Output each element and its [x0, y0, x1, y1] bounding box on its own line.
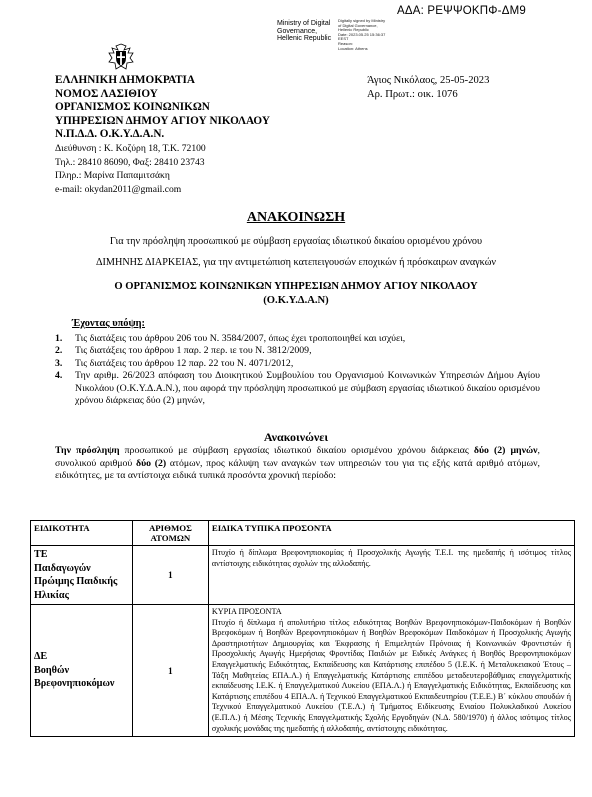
item-text: Τις διατάξεις του άρθρου 1 παρ. 2 περ. ιε του Ν. 3812/2009,	[75, 345, 312, 357]
digital-signature-details	[338, 19, 385, 51]
item-number: 4.	[55, 370, 63, 382]
protocol-line: Αρ. Πρωτ.: οικ. 1076	[367, 89, 458, 100]
specialty-line: Ηλικίας	[34, 589, 69, 601]
organization-line: Ο ΟΡΓΑΝΙΣΜΟΣ ΚΟΙΝΩΝΙΚΩΝ ΥΠΗΡΕΣΙΩΝ ΔΗΜΟΥ ΑΓΙΟΥ ΝΙΚΟΛΑΟΥ	[114, 281, 478, 292]
signature-detail: Date: 2023.05.25 15:36:37	[338, 31, 386, 37]
item-text: Τις διατάξεις του άρθρου 206 του Ν. 3584/2007, όπως έχει τροποποιηθεί και ισχύει,	[75, 333, 406, 344]
date-line: Άγιος Νικόλαος, 25-05-2023	[367, 75, 490, 86]
specialty-line: Βρεφονηπιοκόμων	[34, 678, 115, 690]
digital-signature-issuer	[277, 20, 331, 43]
requirements-cell	[208, 605, 574, 737]
item-number: 1.	[55, 333, 63, 344]
specialty-line: Πρώιμης Παιδικής	[34, 576, 118, 587]
considering-heading: Έχοντας υπόψη:	[72, 318, 145, 329]
signature-detail: Digitally signed by Ministry	[338, 18, 386, 23]
signature-detail: Location: Athens	[338, 45, 368, 51]
signature-line: Governance,	[277, 27, 318, 35]
para-bold: δύο (2) μηνών	[473, 445, 538, 456]
specialty-cell	[31, 605, 133, 737]
info-line: Πληρ.: Μαρίνα Παπαμιτσάκη	[55, 170, 170, 181]
ada-code: ΑΔΑ: ΡΕΨΨΟΚΠΦ-ΔΜ9	[397, 5, 526, 17]
signature-detail: EEST	[338, 36, 349, 42]
subtitle-line: Για την πρόσληψη προσωπικού με σύμβαση εργασίας ιδιωτικού δικαίου ορισμένου χρόνου	[109, 236, 483, 247]
count-cell: 1	[132, 546, 208, 605]
para-bold: Την πρόσληψη	[55, 445, 120, 456]
list-item	[55, 345, 540, 357]
signature-line: Hellenic Republic	[277, 35, 332, 42]
phone-line: Τηλ.: 28410 86090, Φαξ: 28410 23743	[55, 156, 205, 168]
table-row	[31, 605, 575, 737]
signature-detail: Hellenic Republic	[338, 27, 369, 33]
organization-abbrev: (Ο.Κ.Υ.Δ.Α.Ν)	[263, 295, 329, 306]
signature-detail: Reason:	[338, 40, 353, 46]
specialty-cell	[31, 546, 133, 605]
specialty-line: Παιδαγωγών	[34, 562, 91, 574]
announcement-paragraph	[55, 445, 540, 483]
specialty-code: ΤΕ	[34, 549, 48, 560]
header-line: ΥΠΗΡΕΣΙΩΝ ΔΗΜΟΥ ΑΓΙΟΥ ΝΙΚΟΛΑΟΥ	[55, 114, 270, 127]
subtitle-line: ΔΙΜΗΝΗΣ ΔΙΑΡΚΕΙΑΣ, για την αντιμετώπιση κατεπειγουσών εποχικών ή πρόσκαιρων αναγκών	[95, 257, 497, 268]
greek-coat-of-arms-icon	[106, 42, 136, 72]
email-line: e-mail: okydan2011@gmail.com	[55, 183, 182, 195]
header-line: ΕΛΛΗΝΙΚΗ ΔΗΜΟΚΡΑΤΙΑ	[55, 74, 195, 86]
column-header-requirements: ΕΙΔΙΚΑ ΤΥΠΙΚΑ ΠΡΟΣΟΝΤΑ	[208, 521, 574, 546]
item-text: Την αριθμ. 26/2023 απόφαση του Διοικητικού Συμβουλίου του Οργανισμού Κοινωνικών Υπηρεσιών Δήμου Αγίου Νικολάου (Ο.Κ.Υ.Δ.Α.Ν.), που αφορά την πρόσληψη προσωπικού με σύμβαση εργασίας ιδιωτικού δικαίου ορισμένου χρόνου διάρκειας δύο (2) μηνών,	[75, 370, 540, 407]
document-title: ΑΝΑΚΟΙΝΩΣΗ	[246, 210, 346, 225]
date-protocol-block	[367, 74, 489, 102]
specialty-code: ΔΕ	[34, 651, 48, 663]
column-header-count: ΑΡΙΘΜΟΣ ΑΤΟΜΩΝ	[132, 521, 208, 546]
header-line: ΝΟΜΟΣ ΛΑΣΙΘΙΟΥ	[55, 87, 158, 100]
header-line: Ν.Π.Δ.Δ. Ο.Κ.Υ.Δ.Α.Ν.	[55, 128, 165, 140]
para-text: , συνολικού αριθμού	[55, 445, 540, 469]
contact-block	[55, 142, 206, 196]
list-item	[55, 333, 540, 345]
issuer-header	[55, 74, 270, 142]
para-bold: δύο (2)	[135, 457, 167, 469]
requirements-cell: Πτυχίο ή δίπλωμα Βρεφονηπιοκομίας ή Προσχολικής Αγωγής Τ.Ε.Ι. της ημεδαπής ή ισότιμος τίτλος αντίστοιχης ειδικότητας σχολών της αλλοδαπής.	[208, 546, 574, 605]
announces-heading: Ανακοινώνει	[263, 430, 329, 444]
positions-table	[30, 520, 575, 737]
header-line: ΟΡΓΑΝΙΣΜΟΣ ΚΟΙΝΩΝΙΚΩΝ	[55, 101, 210, 113]
table-header-row	[31, 521, 575, 546]
table-row	[31, 546, 575, 605]
address-line: Διεύθυνση : Κ. Κοζύρη 18, Τ.Κ. 72100	[55, 143, 206, 154]
considerations-list	[55, 333, 540, 407]
count-cell: 1	[132, 605, 208, 737]
item-text: Τις διατάξεις του άρθρου 12 παρ. 22 του Ν. 4071/2012,	[75, 357, 294, 369]
item-number: 2.	[55, 345, 63, 357]
list-item	[55, 358, 540, 370]
item-number: 3.	[55, 357, 63, 369]
specialty-line: Βοηθών	[34, 664, 69, 676]
signature-detail: of Digital Governance,	[338, 22, 378, 28]
requirements-heading: ΚΥΡΙΑ ΠΡΟΣΟΝΤΑ	[211, 607, 282, 616]
signature-line: Ministry of Digital	[277, 20, 331, 27]
column-header-specialty: ΕΙΔΙΚΟΤΗΤΑ	[31, 521, 133, 546]
list-item	[55, 370, 540, 407]
requirements-text: Πτυχίο ή δίπλωμα ή απολυτήριο τίτλος ειδικότητας Βοηθών Βρεφονηπιοκόμων-Παιδοκόμων ή Βοηθών Βρεφοκόμων ή Βοηθών Βρεφονηπιοκόμων ή Βοηθών Βρεφοκόμων Παιδοκόμων ή Προσχολικής Αγωγής Δραστηριοτήτων Δημιουργίας και Έκφρασης ή Επιμελητών Πρόνοιας ή Κοινωνικών Φροντιστών ή Προσχολικής Αγωγής Ημερήσιας Φροντίδας Παιδιών με Ειδικές Ανάγκες ή Βοηθός Βρεφονηπιοκόμων Επαγγελματικής Ειδικότητας, Εκπαίδευσης και Κατάρτισης επιπέδου 5 (Ι.Ε.Κ. ή Μεταλυκειακού Έτους – Τάξη Μαθητείας ΕΠΑ.Λ.) ή Επαγγελματικής Κατάρτισης επιπέδου μεταδευτεροβάθμιας επαγγελματικής εκπαίδευσης Ι.Ε.Κ. ή Επαγγελματικού Λυκείου (ΕΠΑ.Λ.) ή Επαγγελματικής Ειδικότητας, Εκπαίδευσης και Κατάρτισης επιπέδου 4 ΕΠΑ.Λ. ή Τεχνικού Επαγγελματικού Εκπαιδευτηρίου (Τ.Ε.Ε.) Β΄ κύκλου σπουδών ή Τεχνικού Επαγγελματικού Λυκείου (Τ.Ε.Λ.) ή Τμήματος Ειδίκευσης Ενιαίου Πολυκλαδικού Λυκείου (Ε.Π.Λ.) ή Μέσης Τεχνικής Επαγγελματικής Σχολής Εργοδηγών (Ν.Δ. 580/1970) ή άλλος ισότιμος τίτλος σχολικής μονάδας της ημεδαπής ή αλλοδαπής, αντίστοιχης ειδικότητας.	[211, 617, 571, 733]
para-text: προσωπικού με σύμβαση εργασίας ιδιωτικού δικαίου ορισμένου χρόνου διάρκειας	[119, 445, 474, 456]
para-text: ατόμων, προς κάλυψη των αναγκών των υπηρεσιών του για τις εξής κατά αριθμό ατόμων, ειδικότητες, με τα αντίστοιχα ειδικά τυπικά προσόντα χρονική περίοδο:	[55, 457, 540, 482]
